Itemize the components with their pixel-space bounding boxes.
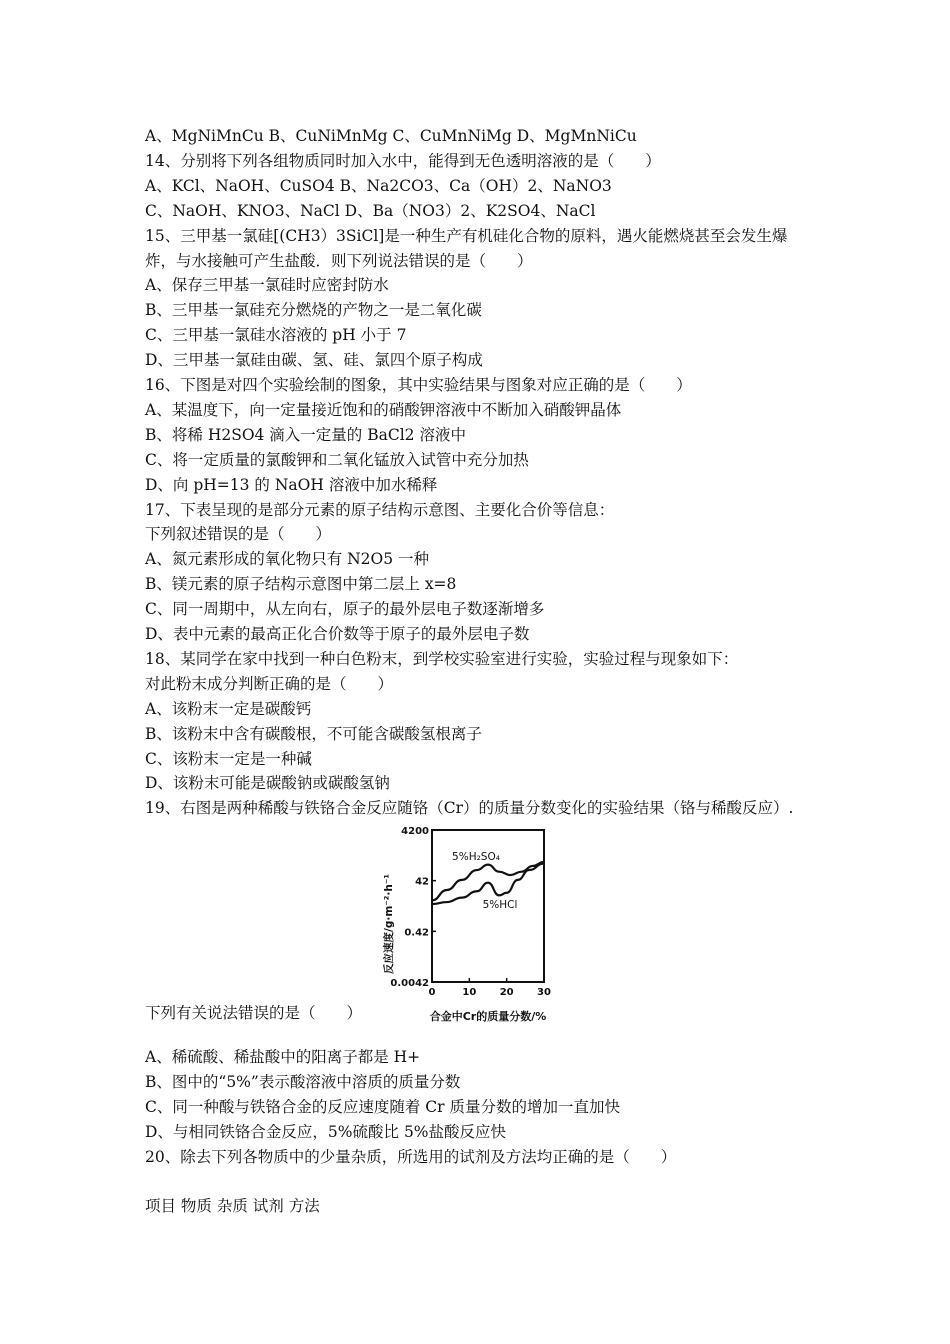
text-line: D、表中元素的最高正化合价数等于原子的最外层电子数 (145, 625, 530, 643)
text-line: B、图中的“5%”表示酸溶液中溶质的质量分数 (145, 1073, 461, 1091)
y-tick-label: 0.0042 (390, 978, 429, 989)
text-line: B、将稀 H2SO4 滴入一定量的 BaCl2 溶液中 (145, 425, 466, 444)
x-tick-label: 10 (462, 987, 477, 998)
text-line: C、将一定质量的氯酸钾和二氧化锰放入试管中充分加热 (145, 450, 529, 469)
text-line: C、三甲基一氯硅水溶液的 pH 小于 7 (145, 326, 407, 345)
text-line: D、该粉末可能是碳酸钠或碳酸氢钠 (145, 774, 390, 793)
text-line: 14、分别将下列各组物质同时加入水中，能得到无色透明溶液的是（ ） (145, 151, 661, 170)
text-line: 下列叙述错误的是（ ） (145, 525, 332, 544)
text-line: 炸，与水接触可产生盐酸．则下列说法错误的是（ ） (145, 251, 533, 270)
text-line: D、三甲基一氯硅由碳、氢、硅、氯四个原子构成 (145, 351, 483, 370)
x-axis-label: 合金中Cr的质量分数/% (429, 1010, 547, 1023)
text-line: 20、除去下列各物质中的少量杂质，所选用的试剂及方法均正确的是（ ） (145, 1148, 677, 1166)
y-tick-label: 0.42 (404, 927, 429, 939)
text-line: B、该粉末中含有碳酸根，不可能含碳酸氢根离子 (145, 724, 482, 743)
text-line: D、向 pH=13 的 NaOH 溶液中加水稀释 (145, 475, 438, 494)
series-line-0 (432, 862, 544, 900)
text-line: C、NaOH、KNO3、NaCl D、Ba（NO3）2、K2SO4、NaCl (145, 201, 596, 220)
x-tick-label: 20 (499, 987, 514, 998)
text-line: 19、右图是两种稀酸与铁铬合金反应随铬（Cr）的质量分数变化的实验结果（铬与稀酸反应）. (145, 799, 794, 818)
y-tick-label: 42 (415, 876, 429, 888)
text-line: A、稀硫酸、稀盐酸中的阳离子都是 H+ (145, 1048, 421, 1066)
y-axis-label: 反应速度/g·m⁻²·h⁻¹ (383, 873, 395, 975)
text-line: 下列有关说法错误的是（ ） (145, 1004, 363, 1022)
text-line: A、氮元素形成的氧化物只有 N2O5 一种 (145, 550, 430, 569)
text-line: C、同一周期中，从左向右，原子的最外层电子数逐渐增多 (145, 600, 545, 619)
text-line: A、MgNiMnCu B、CuNiMnMg C、CuMnNiMg D、MgMnNiCu (145, 127, 637, 145)
text-line: C、同一种酸与铁铬合金的反应速度随着 Cr 质量分数的增加一直加快 (145, 1098, 620, 1116)
series-line-1 (432, 863, 544, 904)
text-line: C、该粉末一定是一种碱 (145, 749, 312, 768)
x-tick-label: 0 (428, 987, 436, 998)
text-line: 17、下表呈现的是部分元素的原子结构示意图、主要化合价等信息： (145, 500, 615, 519)
y-tick-label: 4200 (401, 826, 429, 837)
text-line: 16、下图是对四个实验绘制的图象，其中实验结果与图象对应正确的是（ ） (145, 376, 692, 394)
series-label-0: 5%H₂SO₄ (452, 851, 500, 863)
text-line: B、镁元素的原子结构示意图中第二层上 x=8 (145, 575, 457, 594)
text-line: 项目 物质 杂质 试剂 方法 (145, 1197, 320, 1215)
text-line: 对此粉末成分判断正确的是（ ） (145, 674, 394, 693)
text-line: B、三甲基一氯硅充分燃烧的产物之一是二氧化碳 (145, 301, 482, 320)
text-line: A、KCl、NaOH、CuSO4 B、Na2CO3、Ca（OH）2、NaNO3 (145, 176, 612, 195)
text-line: A、某温度下，向一定量接近饱和的硝酸钾溶液中不断加入硝酸钾晶体 (145, 400, 622, 419)
text-line: A、该粉末一定是碳酸钙 (145, 699, 312, 718)
text-line: 18、某同学在家中找到一种白色粉末，到学校实验室进行实验，实验过程与现象如下： (145, 649, 739, 668)
reaction-rate-chart (378, 824, 563, 1024)
y-axis-ticks (390, 826, 436, 989)
x-tick-label: 30 (537, 987, 551, 998)
chart-series (432, 851, 544, 911)
series-label-1: 5%HCl (482, 899, 518, 911)
text-line: D、与相同铁铬合金反应，5%硫酸比 5%盐酸反应快 (145, 1123, 507, 1141)
text-line: A、保存三甲基一氯硅时应密封防水 (145, 276, 389, 295)
text-line: 15、三甲基一氯硅[(CH3）3SiCl]是一种生产有机硅化合物的原料，遇火能燃烧甚至会发生爆 (145, 226, 788, 245)
